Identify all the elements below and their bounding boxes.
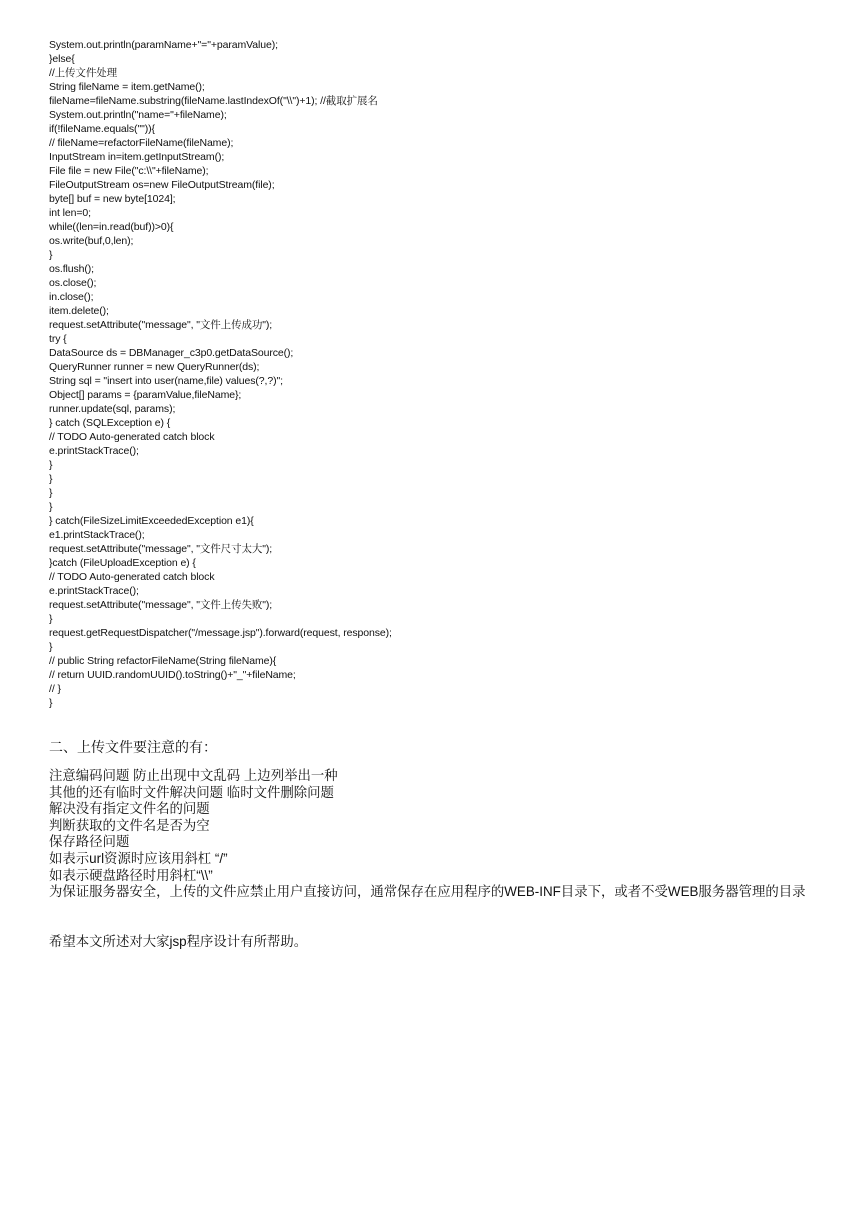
- note-line: 为保证服务器安全，上传的文件应禁止用户直接访问，通常保存在应用程序的WEB-INF目录下，或者不受WEB服务器管理的目录: [49, 884, 806, 900]
- code-line: Object[] params = {paramValue,fileName};: [49, 389, 242, 401]
- code-line: DataSource ds = DBManager_c3p0.getDataSource();: [49, 347, 294, 359]
- code-line: e.printStackTrace();: [49, 445, 139, 457]
- code-line: while((len=in.read(buf))>0){: [49, 221, 174, 233]
- note-line: 如表示硬盘路径时用斜杠“\\”: [49, 867, 213, 883]
- note-line: 如表示url资源时应该用斜杠 “/”: [49, 850, 228, 866]
- code-line: InputStream in=item.getInputStream();: [49, 151, 225, 163]
- code-line: e.printStackTrace();: [49, 585, 139, 597]
- code-line: } catch(FileSizeLimitExceededException e1){: [49, 515, 254, 527]
- code-line: e1.printStackTrace();: [49, 529, 145, 541]
- code-line: QueryRunner runner = new QueryRunner(ds);: [49, 361, 260, 373]
- code-line: if(!fileName.equals("")){: [49, 123, 155, 135]
- note-line: 解决没有指定文件名的问题: [49, 801, 210, 817]
- note-line: 保存路径问题: [49, 834, 130, 850]
- note-line: 其他的还有临时文件解决问题 临时文件删除问题: [49, 784, 334, 800]
- code-listing: [49, 38, 839, 710]
- code-line: //上传文件处理: [49, 67, 118, 79]
- code-line: String fileName = item.getName();: [49, 81, 205, 93]
- code-line: }: [49, 641, 53, 653]
- code-line: }catch (FileUploadException e) {: [49, 557, 196, 569]
- note-line: 注意编码问题 防止出现中文乱码 上边列举出一种: [49, 768, 338, 783]
- code-line: }: [49, 613, 53, 625]
- notes-list: [49, 768, 824, 901]
- code-line: }: [49, 249, 53, 261]
- code-line: request.setAttribute("message", "文件上传成功");: [49, 319, 273, 331]
- closing-paragraph: 希望本文所述对大家jsp程序设计有所帮助。: [49, 934, 308, 949]
- code-line: String sql = "insert into user(name,file) values(?,?)";: [49, 375, 283, 387]
- code-line: os.close();: [49, 277, 97, 289]
- code-line: FileOutputStream os=new FileOutputStream(file);: [49, 179, 275, 191]
- code-line: } catch (SQLException e) {: [49, 417, 171, 429]
- section-heading: 二、上传文件要注意的有：: [49, 739, 217, 755]
- code-line: runner.update(sql, params);: [49, 403, 176, 415]
- code-line: request.setAttribute("message", "文件上传失败");: [49, 599, 273, 611]
- note-line: 判断获取的文件名是否为空: [49, 817, 210, 833]
- code-line: File file = new File("c:\\"+fileName);: [49, 165, 209, 177]
- code-line: int len=0;: [49, 207, 91, 219]
- code-line: // TODO Auto-generated catch block: [49, 571, 215, 583]
- code-line: request.setAttribute("message", "文件尺寸太大");: [49, 543, 273, 555]
- code-line: System.out.println(paramName+"="+paramValue);: [49, 39, 278, 51]
- code-line: }: [49, 501, 53, 513]
- code-line: // TODO Auto-generated catch block: [49, 431, 215, 443]
- code-line: os.write(buf,0,len);: [49, 235, 134, 247]
- code-line: }: [49, 473, 53, 485]
- code-line: os.flush();: [49, 263, 94, 275]
- code-line: }: [49, 459, 53, 471]
- code-line: // }: [49, 683, 61, 695]
- code-line: request.getRequestDispatcher("/message.jsp").forward(request, response);: [49, 627, 392, 639]
- code-line: byte[] buf = new byte[1024];: [49, 193, 176, 205]
- code-line: System.out.println("name="+fileName);: [49, 109, 227, 121]
- code-line: // public String refactorFileName(String fileName){: [49, 655, 277, 667]
- code-line: fileName=fileName.substring(fileName.lastIndexOf("\\")+1); //截取扩展名: [49, 95, 378, 107]
- code-line: item.delete();: [49, 305, 109, 317]
- code-line: // fileName=refactorFileName(fileName);: [49, 137, 234, 149]
- code-line: }else{: [49, 53, 75, 65]
- code-line: in.close();: [49, 291, 94, 303]
- code-line: // return UUID.randomUUID().toString()+"_"+fileName;: [49, 669, 296, 681]
- code-line: }: [49, 697, 53, 709]
- code-line: }: [49, 487, 53, 499]
- code-line: try {: [49, 333, 67, 345]
